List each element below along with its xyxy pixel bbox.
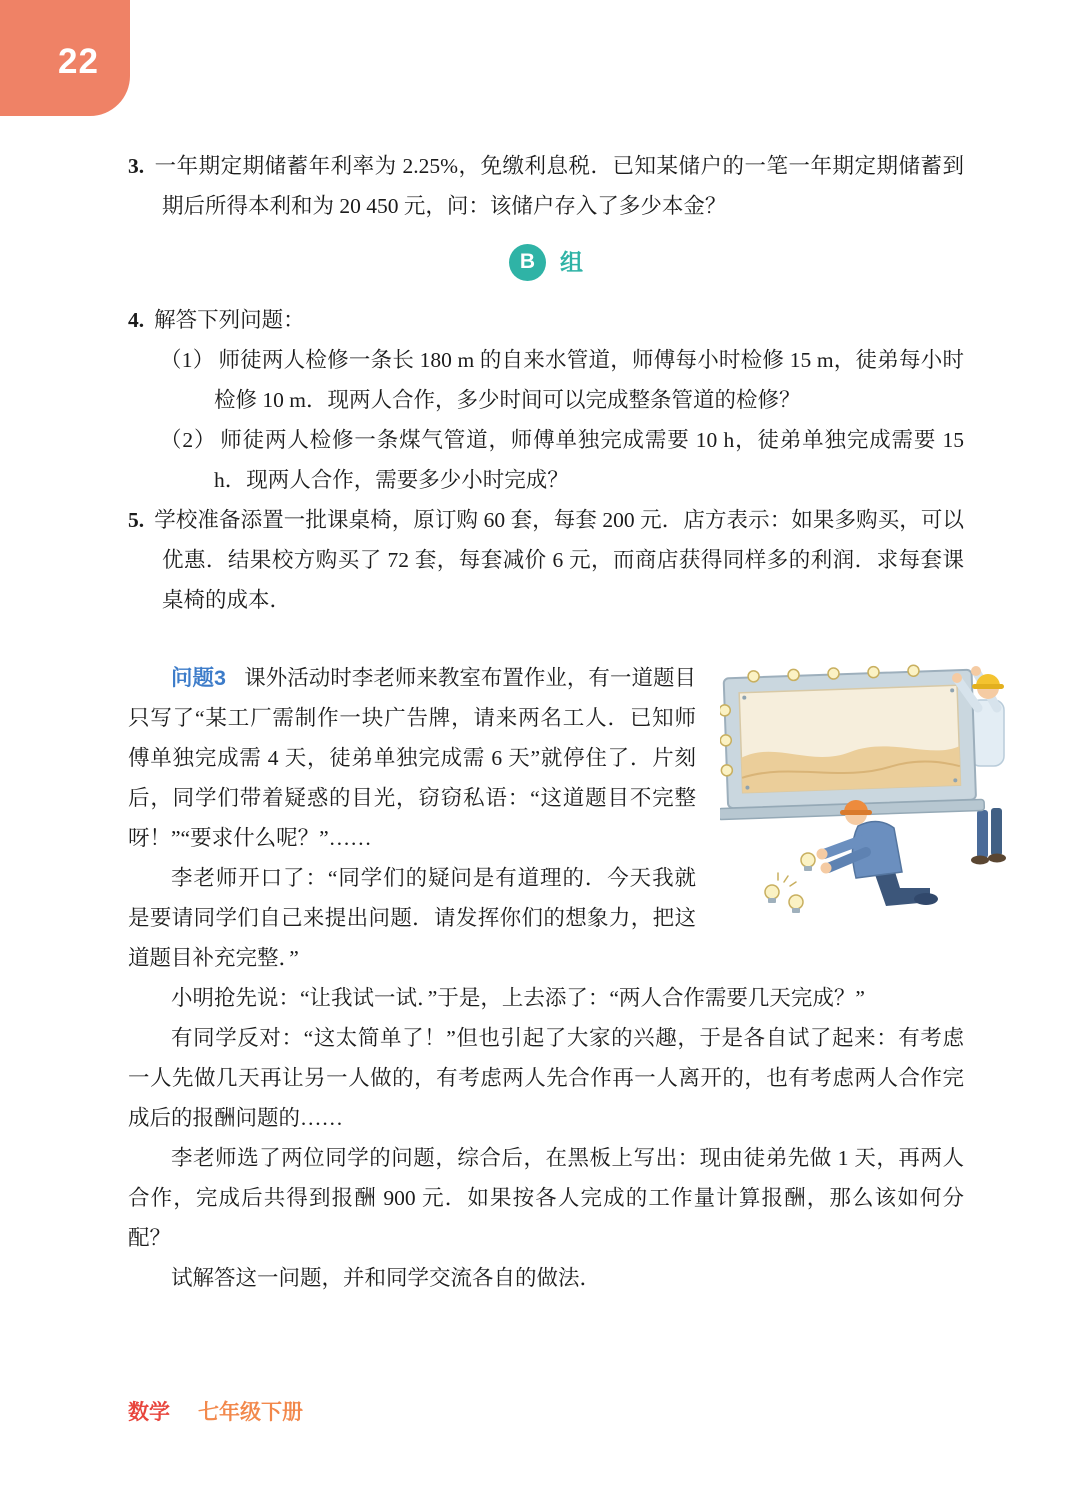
exercise-4-intro [128, 300, 964, 340]
exercise-4-item-1-number: （1） [160, 348, 215, 372]
exercise-3 [128, 146, 964, 226]
group-b-badge-icon: B [509, 244, 546, 281]
group-b-heading [128, 242, 964, 282]
group-b-label: 组 [560, 249, 583, 275]
story-paragraph-2: 李老师开口了：“同学们的疑问是有道理的．今天我就是要请同学们自己来提出问题．请发挥你们的想象力，把这道题目补充完整．” [128, 866, 696, 970]
exercise-3-text: 一年期定期储蓄年利率为 2.25%，免缴利息税．已知某储户的一笔一年期定期储蓄到期后所得本利和为 20 450 元，问：该储户存入了多少本金？ [154, 154, 964, 218]
exercise-5-text: 学校准备添置一批课桌椅，原订购 60 套，每套 200 元．店方表示：如果多购买，可以优惠．结果校方购买了 72 套，每套减价 6 元，而商店获得同样多的利润．求每套课桌椅的成本． [154, 508, 964, 612]
story-paragraph-6: 试解答这一问题，并和同学交流各自的做法． [171, 1266, 602, 1290]
exercise-4-item-2 [128, 420, 964, 500]
story-paragraph-3: 小明抢先说：“让我试一试．”于是，上去添了：“两人合作需要几天完成？” [171, 986, 865, 1010]
exercise-4-intro-text: 解答下列问题： [154, 308, 305, 332]
story-paragraph-4: 有同学反对：“这太简单了！”但也引起了大家的兴趣，于是各自试了起来：有考虑一人先做几天再让另一人做的，有考虑两人先合作再一人离开的，也有考虑两人合作完成后的报酬问题的…… [128, 1026, 964, 1130]
page-footer [128, 1396, 303, 1426]
light-bulbs-on-ground [765, 873, 803, 913]
billboard-illustration [720, 654, 1020, 914]
page-number: 22 [58, 42, 99, 81]
exercise-4-item-1 [128, 340, 964, 420]
exercise-4-item-2-number: （2） [160, 428, 217, 452]
footer-subject: 数学 [128, 1401, 170, 1424]
exercise-3-number: 3. [128, 154, 145, 178]
story-paragraph-5: 李老师选了两位同学的问题，综合后，在黑板上写出：现由徒弟先做 1 天，再两人合作，完成后共得到报酬 900 元．如果按各人完成的工作量计算报酬，那么该如何分配？ [128, 1146, 964, 1250]
page-number-tab [0, 0, 130, 116]
footer-grade: 七年级下册 [198, 1401, 303, 1424]
billboard-board [720, 663, 984, 820]
problem-3-story [128, 658, 964, 1298]
billboard-illustration-svg [720, 654, 1020, 914]
exercise-4-item-2-text: 师徒两人检修一条煤气管道，师傅单独完成需要 10 h，徒弟单独完成需要 15 h．现两人合作，需要多少小时完成？ [214, 428, 964, 492]
exercise-4-item-1-text: 师徒两人检修一条长 180 m 的自来水管道，师傅每小时检修 15 m，徒弟每小时检修 10 m．现两人合作，多少时间可以完成整条管道的检修？ [214, 348, 964, 412]
exercise-4-number: 4. [128, 308, 145, 332]
problem-3-label: 问题3 [171, 666, 226, 690]
story-paragraph-1-text: 课外活动时李老师来教室布置作业，有一道题目只写了“某工厂需制作一块广告牌，请来两名工人．已知师傅单独完成需 4 天，徒弟单独完成需 6 天”就停住了．片刻后，同学们带着疑惑的目光，窃窃私语：“这道题目不完整呀！”“要求什么呢？”…… [128, 666, 696, 850]
exercise-5 [128, 500, 964, 620]
exercise-5-number: 5. [128, 508, 145, 532]
page-content [128, 146, 964, 1298]
